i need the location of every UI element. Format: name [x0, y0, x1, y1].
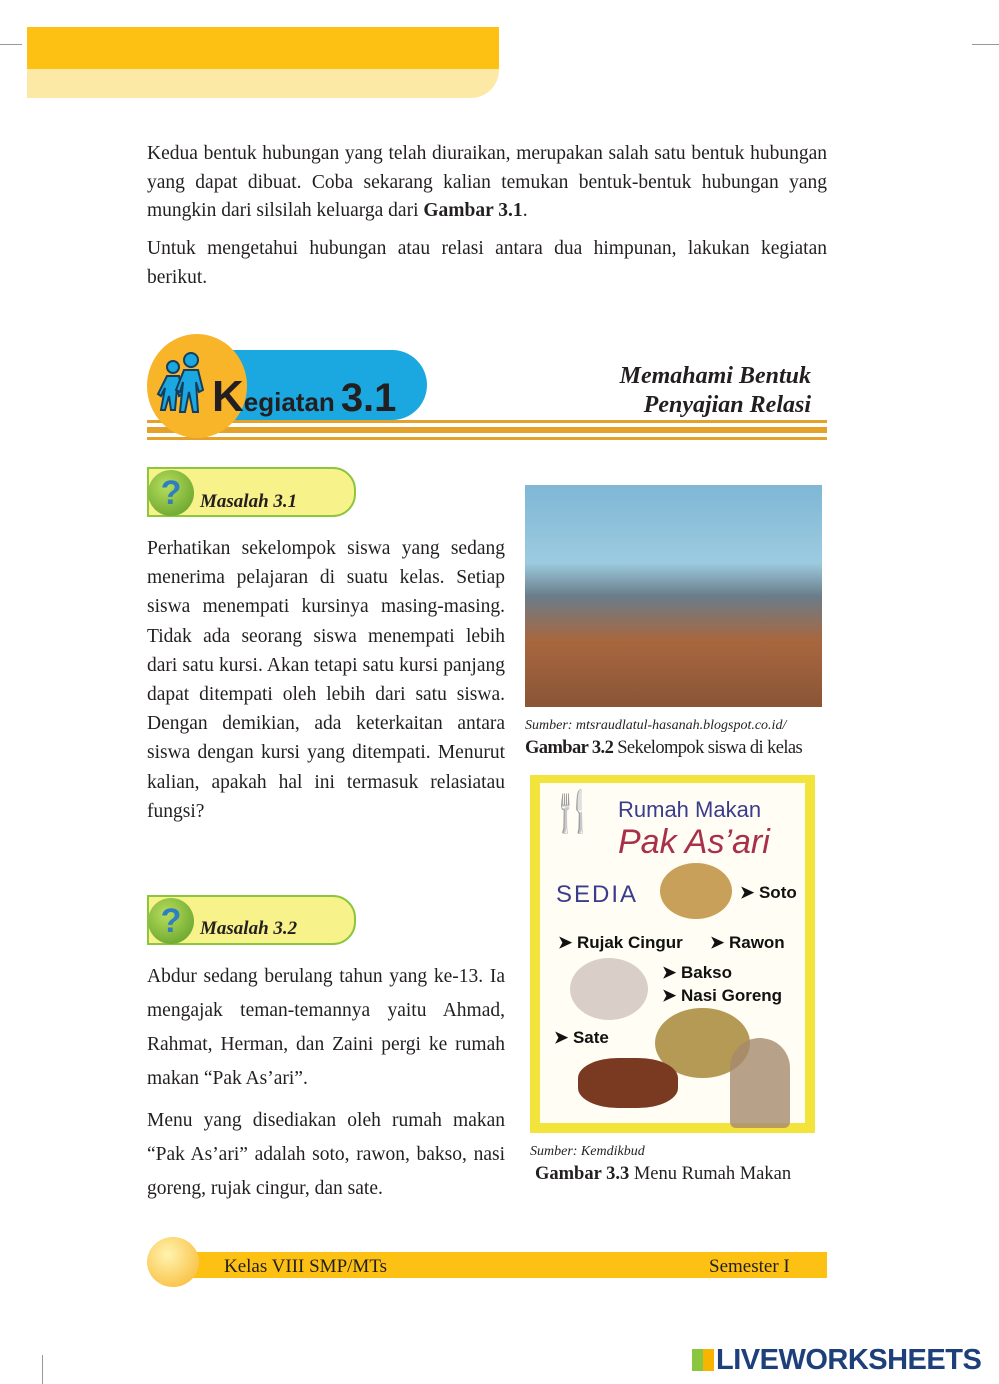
masalah-3-2-label: Masalah 3.2 [200, 918, 298, 939]
liveworksheets-logo: LIVEWORKSHEETS [692, 1344, 981, 1377]
intro-paragraph-2: Untuk mengetahui hubungan atau relasi antara dua himpunan, lakukan kegiatan berikut. [147, 238, 827, 288]
bakso-image [570, 958, 648, 1020]
footer-circle [147, 1237, 199, 1287]
live-logo-icon [692, 1349, 714, 1371]
masalah-3-1-label: Masalah 3.1 [200, 491, 298, 512]
menu-item: ➤ Rujak Cingur [558, 933, 683, 952]
masalah-3-1-text: Perhatikan sekelompok siswa yang sedang menerima pelajaran di suatu kelas. Setiap siswa menempati kursinya masing-masing. Tidak ada seorang siswa menempati lebih dari satu kursi. Akan tetapi satu kursi panjang dapat ditempati oleh lebih dari satu siswa. Dengan demikian, ada keterkaitan antara siswa dengan kursi yang ditempati. Menurut kalian, apakah hal ini termasuk relasiatau fungsi? [147, 538, 505, 822]
crop-mark [972, 44, 999, 45]
divider [147, 427, 827, 433]
intro-paragraph-1: Kedua bentuk hubungan yang telah diuraikan, merupakan salah satu bentuk hubungan yang dapat dibuat. Coba sekarang kalian temukan bentuk-bentuk hubungan yang mungkin dari silsilah keluarga dari Gambar 3.1. [147, 143, 827, 221]
divider [147, 437, 827, 440]
question-icon: ? [148, 898, 194, 944]
question-icon: ? [148, 470, 194, 516]
crop-mark [42, 1355, 43, 1384]
figure-3-3-source: Sumber: Kemdikbud [530, 1144, 645, 1159]
menu-item: ➤ Rawon [710, 933, 785, 952]
figure-3-2-caption: Gambar 3.2 Sekelompok siswa di kelas [525, 738, 803, 758]
figure-3-2-source: Sumber: mtsraudlatul-hasanah.blogspot.co.id/ [525, 718, 787, 733]
soto-image [660, 863, 732, 919]
crop-mark [0, 44, 22, 45]
menu-item: ➤ Nasi Goreng [662, 986, 783, 1005]
kegiatan-title: Memahami Bentuk Penyajian Relasi [619, 363, 811, 418]
cutlery-icon: 🍴 [548, 790, 598, 834]
footer-class: Kelas VIII SMP/MTs [224, 1256, 387, 1277]
menu-name: Pak As’ari [618, 823, 770, 861]
menu-image [530, 775, 815, 1133]
classroom-photo [525, 485, 822, 707]
sate-image [578, 1058, 678, 1108]
masalah-3-2-paragraph-2: Menu yang disediakan oleh rumah makan “Pak As’ari” adalah soto, rawon, bakso, nasi goreng, rujak cingur, dan sate. [147, 1110, 505, 1199]
menu-sedia: SEDIA [556, 881, 639, 908]
header-bar-light [27, 69, 499, 98]
menu-item: ➤ Sate [554, 1028, 609, 1047]
chef-icon [730, 1038, 790, 1128]
menu-item: ➤ Soto [740, 883, 797, 902]
header-bar [27, 27, 499, 69]
menu-heading: Rumah Makan [618, 797, 762, 822]
masalah-3-2-paragraph-1: Abdur sedang berulang tahun yang ke-13. Ia mengajak teman-temannya yaitu Ahmad, Rahmat, Herman, dan Zaini pergi ke rumah makan “Pak As’ari”. [147, 966, 505, 1089]
menu-item: ➤ Bakso [662, 963, 732, 982]
figure-3-3-caption: Gambar 3.3 Menu Rumah Makan [535, 1164, 792, 1184]
footer-semester: Semester I [709, 1256, 790, 1277]
kegiatan-heading: Kegiatan 3.1 [212, 372, 397, 421]
